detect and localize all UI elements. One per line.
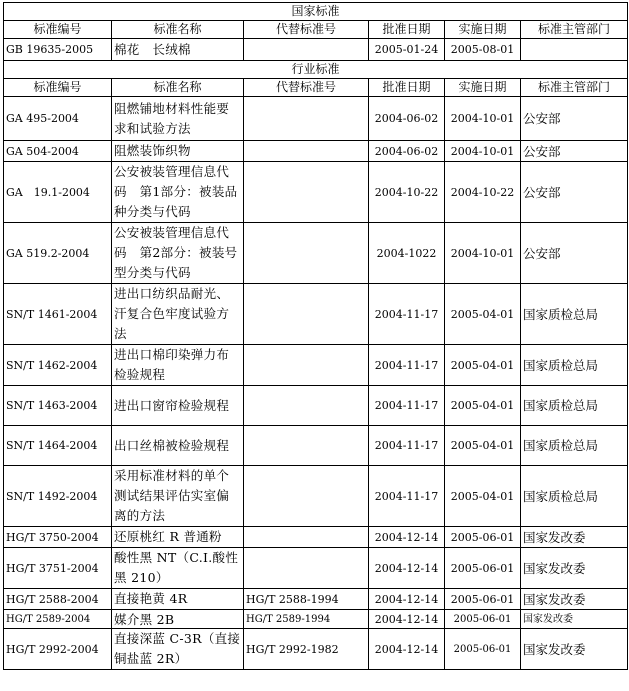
national-section-row xyxy=(4,3,628,21)
standard-code: HG/T 2992-2004 xyxy=(4,629,112,670)
effective-date: 2005-08-01 xyxy=(445,39,521,61)
standard-name: 进出口纺织品耐光、汗复合色牢度试验方法 xyxy=(112,284,244,345)
replaces-code xyxy=(244,426,369,466)
effective-date: 2005-04-01 xyxy=(445,345,521,386)
replaces-code xyxy=(244,97,369,141)
standard-code: GA 495-2004 xyxy=(4,97,112,141)
replaces-code xyxy=(244,284,369,345)
approval-date: 2004-06-02 xyxy=(369,97,445,141)
table-row xyxy=(4,39,628,61)
table-row xyxy=(4,386,628,426)
department: 公安部 xyxy=(521,162,628,223)
department xyxy=(521,39,628,61)
department: 国家发改委 xyxy=(521,548,628,589)
effective-date: 2005-06-01 xyxy=(445,548,521,589)
table-row xyxy=(4,548,628,589)
replaces-code: HG/T 2589-1994 xyxy=(244,610,369,629)
department: 国家发改委 xyxy=(521,629,628,670)
standard-name: 直接深蓝 C-3R（直接铜盐蓝 2R） xyxy=(112,629,244,670)
approval-date: 2004-11-17 xyxy=(369,426,445,466)
approval-date: 2004-06-02 xyxy=(369,141,445,162)
standard-name: 阻燃铺地材料性能要求和试验方法 xyxy=(112,97,244,141)
standard-code: SN/T 1463-2004 xyxy=(4,386,112,426)
national-section-title: 国家标准 xyxy=(4,3,628,21)
effective-date: 2005-06-01 xyxy=(445,610,521,629)
column-header-replaces: 代替标准号 xyxy=(244,21,369,39)
standard-code: GA 19.1-2004 xyxy=(4,162,112,223)
approval-date: 2004-11-17 xyxy=(369,386,445,426)
standard-name: 公安被装管理信息代码 第1部分：被装品种分类与代码 xyxy=(112,162,244,223)
department: 公安部 xyxy=(521,223,628,284)
table-row xyxy=(4,426,628,466)
replaces-code xyxy=(244,39,369,61)
replaces-code: HG/T 2588-1994 xyxy=(244,589,369,610)
standard-name: 出口丝棉被检验规程 xyxy=(112,426,244,466)
column-header-name: 标准名称 xyxy=(112,79,244,97)
replaces-code xyxy=(244,162,369,223)
standards-table xyxy=(3,2,628,670)
effective-date: 2004-10-22 xyxy=(445,162,521,223)
table-row xyxy=(4,345,628,386)
standard-code: SN/T 1461-2004 xyxy=(4,284,112,345)
standard-name: 还原桃红 R 普通粉 xyxy=(112,527,244,548)
column-header-replaces: 代替标准号 xyxy=(244,79,369,97)
standard-code: SN/T 1462-2004 xyxy=(4,345,112,386)
industry-section-title: 行业标准 xyxy=(4,61,628,79)
column-header-dept: 标准主管部门 xyxy=(521,79,628,97)
approval-date: 2004-12-14 xyxy=(369,589,445,610)
column-header-code: 标准编号 xyxy=(4,21,112,39)
department: 国家发改委 xyxy=(521,589,628,610)
table-row xyxy=(4,527,628,548)
replaces-code xyxy=(244,466,369,527)
standard-name: 棉花 长绒棉 xyxy=(112,39,244,61)
effective-date: 2005-04-01 xyxy=(445,466,521,527)
approval-date: 2004-12-14 xyxy=(369,527,445,548)
table-row xyxy=(4,610,628,629)
effective-date: 2005-04-01 xyxy=(445,284,521,345)
standard-code: HG/T 2588-2004 xyxy=(4,589,112,610)
approval-date: 2004-10-22 xyxy=(369,162,445,223)
column-header-name: 标准名称 xyxy=(112,21,244,39)
department: 国家质检总局 xyxy=(521,284,628,345)
replaces-code xyxy=(244,345,369,386)
column-header-approved: 批准日期 xyxy=(369,21,445,39)
approval-date: 2004-1022 xyxy=(369,223,445,284)
standard-name: 进出口窗帘检验规程 xyxy=(112,386,244,426)
table-row xyxy=(4,223,628,284)
department: 国家发改委 xyxy=(521,527,628,548)
approval-date: 2004-11-17 xyxy=(369,466,445,527)
approval-date: 2004-12-14 xyxy=(369,548,445,589)
approval-date: 2004-11-17 xyxy=(369,284,445,345)
department: 国家质检总局 xyxy=(521,386,628,426)
column-header-effective: 实施日期 xyxy=(445,21,521,39)
standard-code: GA 504-2004 xyxy=(4,141,112,162)
table-row xyxy=(4,284,628,345)
standard-code: HG/T 2589-2004 xyxy=(4,610,112,629)
department: 国家质检总局 xyxy=(521,466,628,527)
standard-code: GB 19635-2005 xyxy=(4,39,112,61)
approval-date: 2004-12-14 xyxy=(369,610,445,629)
table-row xyxy=(4,466,628,527)
industry-section-row xyxy=(4,61,628,79)
table-row xyxy=(4,589,628,610)
standard-code: GA 519.2-2004 xyxy=(4,223,112,284)
replaces-code xyxy=(244,527,369,548)
effective-date: 2005-04-01 xyxy=(445,426,521,466)
replaces-code xyxy=(244,548,369,589)
effective-date: 2005-06-01 xyxy=(445,629,521,670)
approval-date: 2004-12-14 xyxy=(369,629,445,670)
effective-date: 2005-04-01 xyxy=(445,386,521,426)
standard-name: 阻燃装饰织物 xyxy=(112,141,244,162)
standard-code: HG/T 3750-2004 xyxy=(4,527,112,548)
department: 公安部 xyxy=(521,141,628,162)
standard-name: 直接艳黄 4R xyxy=(112,589,244,610)
standard-code: SN/T 1492-2004 xyxy=(4,466,112,527)
replaces-code xyxy=(244,141,369,162)
column-header-dept: 标准主管部门 xyxy=(521,21,628,39)
standard-code: SN/T 1464-2004 xyxy=(4,426,112,466)
column-header-approved: 批准日期 xyxy=(369,79,445,97)
effective-date: 2004-10-01 xyxy=(445,223,521,284)
effective-date: 2004-10-01 xyxy=(445,97,521,141)
replaces-code xyxy=(244,223,369,284)
standard-code: HG/T 3751-2004 xyxy=(4,548,112,589)
industry-header-row xyxy=(4,79,628,97)
standard-name: 公安被装管理信息代码 第2部分：被装号型分类与代码 xyxy=(112,223,244,284)
replaces-code xyxy=(244,386,369,426)
national-header-row xyxy=(4,21,628,39)
column-header-effective: 实施日期 xyxy=(445,79,521,97)
department: 国家发改委 xyxy=(521,610,628,629)
department: 公安部 xyxy=(521,97,628,141)
column-header-code: 标准编号 xyxy=(4,79,112,97)
effective-date: 2004-10-01 xyxy=(445,141,521,162)
standard-name: 进出口棉印染弹力布检验规程 xyxy=(112,345,244,386)
department: 国家质检总局 xyxy=(521,426,628,466)
effective-date: 2005-06-01 xyxy=(445,589,521,610)
standard-name: 媒介黑 2B xyxy=(112,610,244,629)
approval-date: 2004-11-17 xyxy=(369,345,445,386)
replaces-code: HG/T 2992-1982 xyxy=(244,629,369,670)
department: 国家质检总局 xyxy=(521,345,628,386)
standards-sheet xyxy=(3,2,628,670)
table-row xyxy=(4,162,628,223)
standard-name: 酸性黑 NT（C.I.酸性黑 210） xyxy=(112,548,244,589)
table-row xyxy=(4,141,628,162)
table-row xyxy=(4,97,628,141)
table-row xyxy=(4,629,628,670)
standard-name: 采用标准材料的单个测试结果评估实室偏离的方法 xyxy=(112,466,244,527)
approval-date: 2005-01-24 xyxy=(369,39,445,61)
effective-date: 2005-06-01 xyxy=(445,527,521,548)
